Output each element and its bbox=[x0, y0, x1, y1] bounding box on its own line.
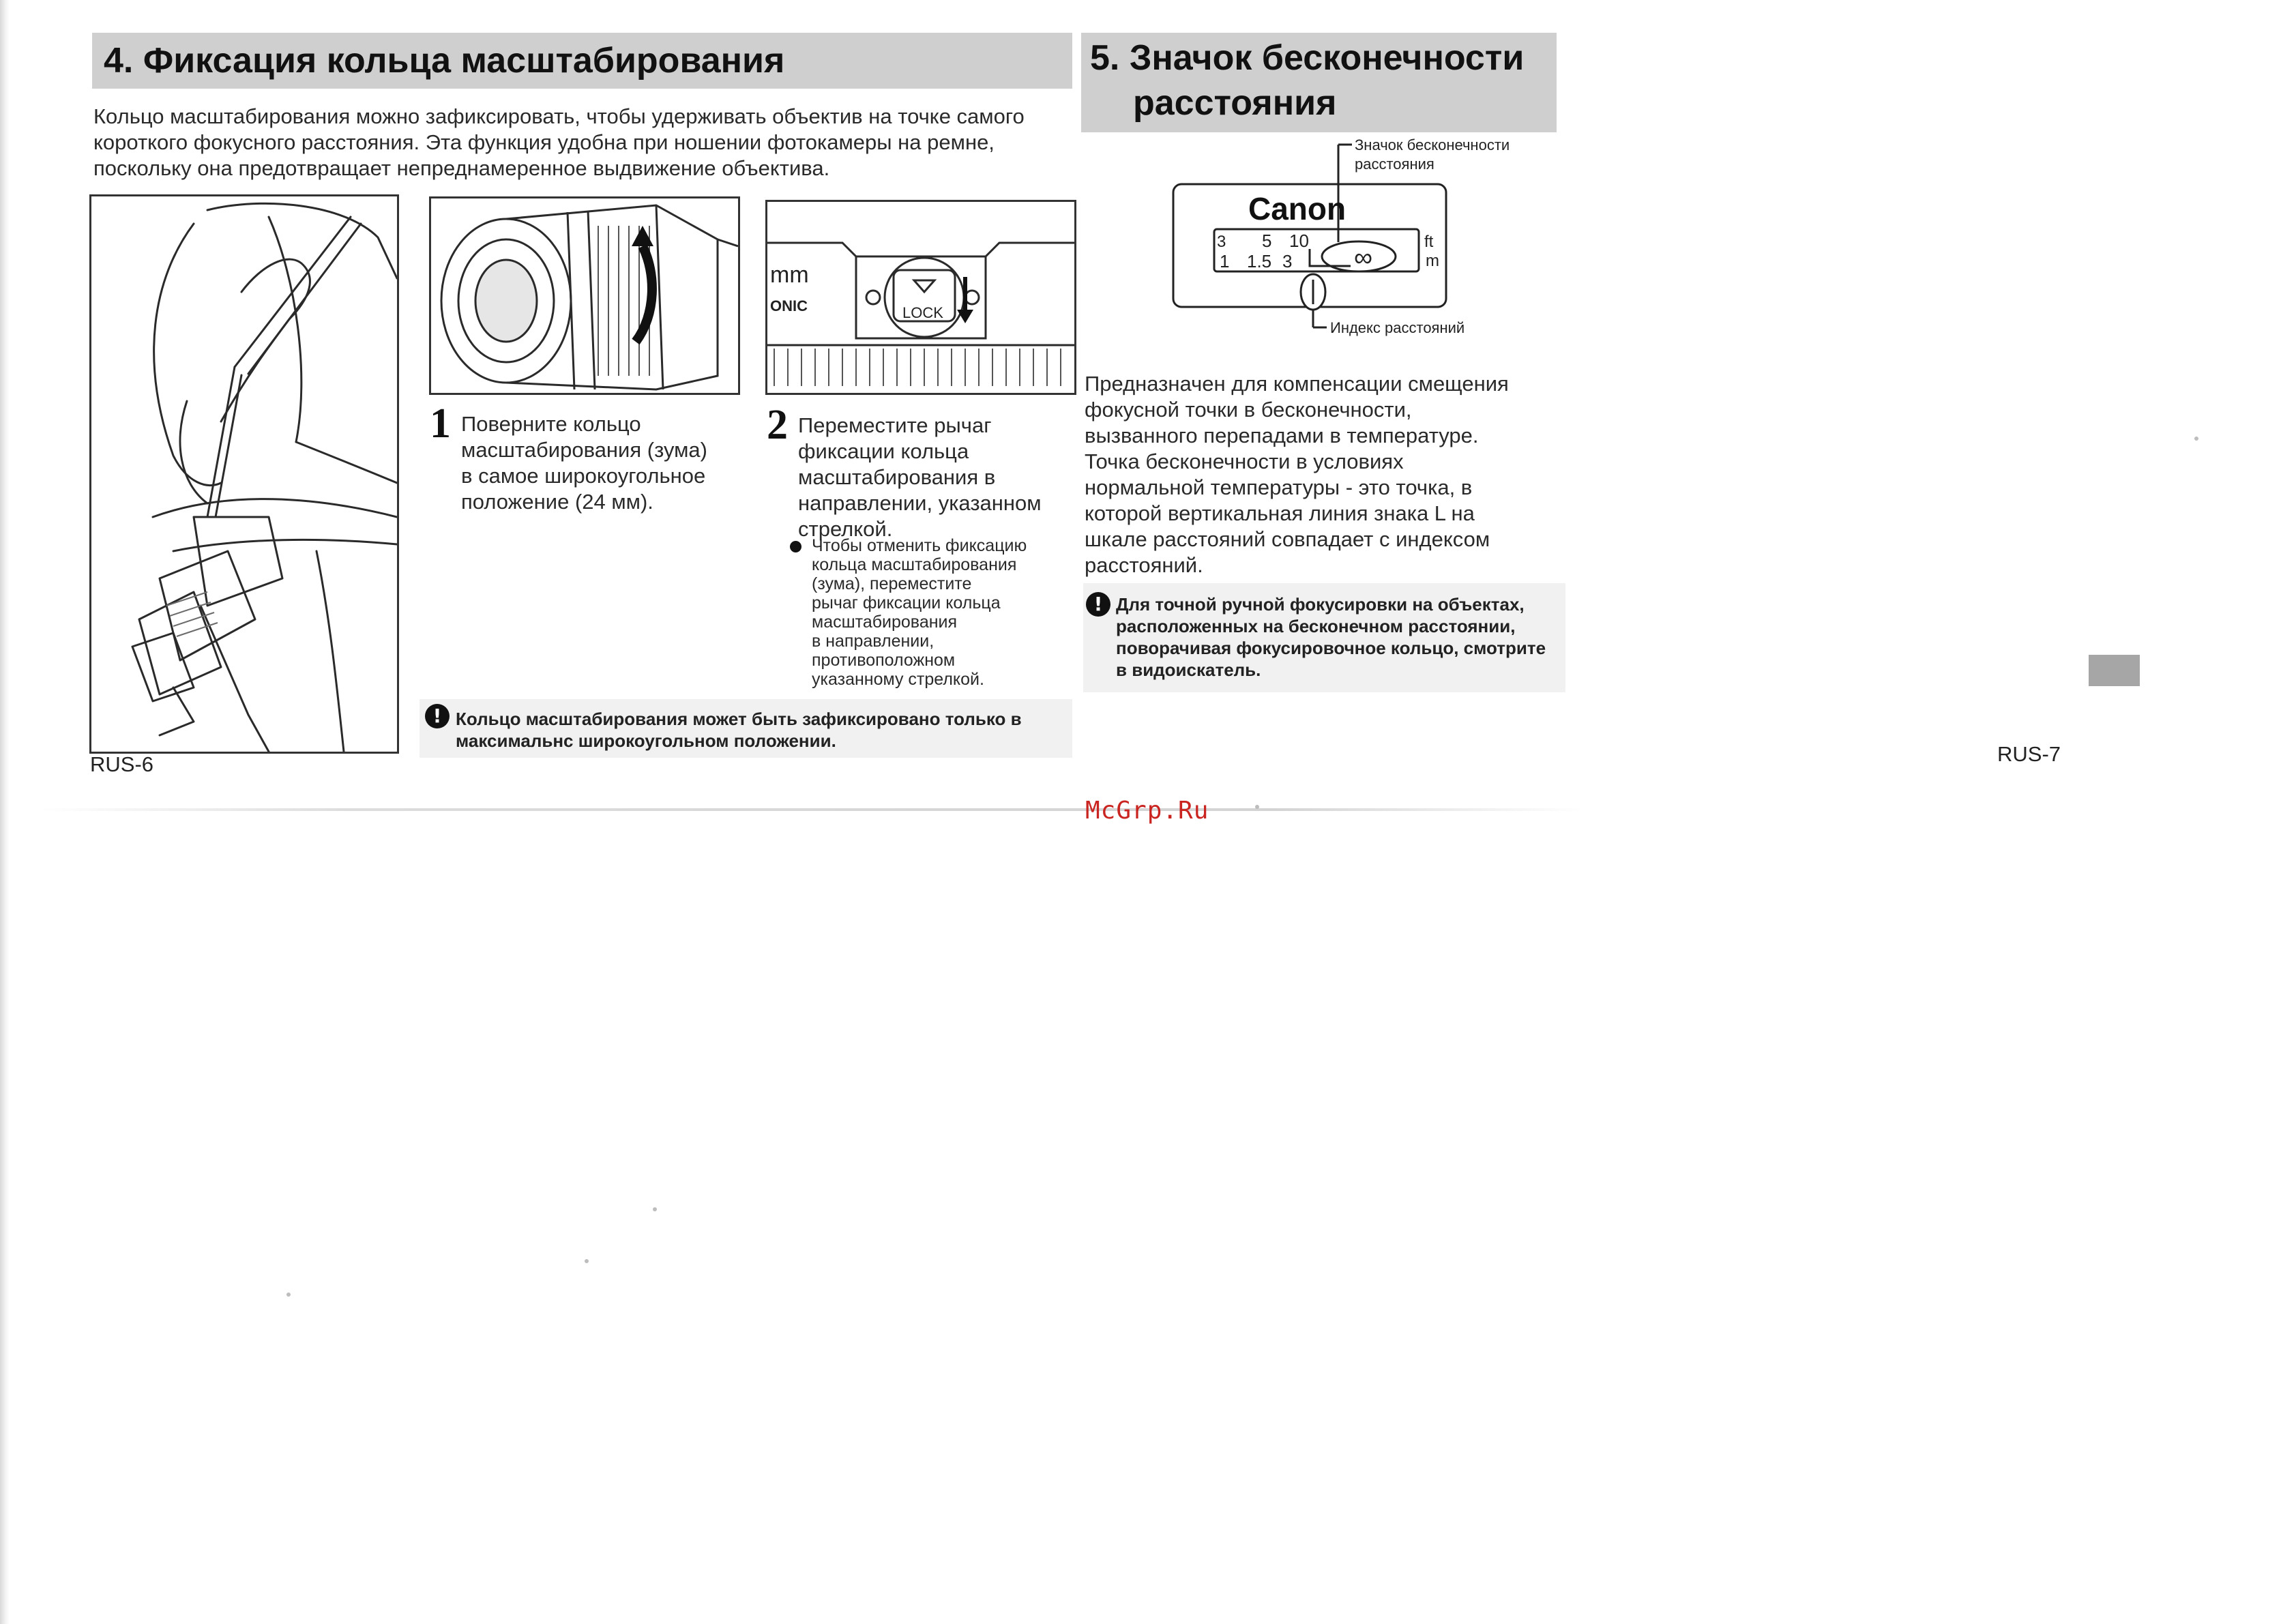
scan-edge bbox=[0, 0, 10, 1624]
bullet-line: кольца масштабирования bbox=[812, 555, 1017, 574]
intro-line: Кольцо масштабирования можно зафиксировать, чтобы удерживать объектив на точке самого bbox=[93, 104, 1025, 128]
scale-m-3: 3 bbox=[1282, 251, 1293, 271]
warning-icon: ! bbox=[1086, 592, 1110, 617]
infinity-label-line: Значок бесконечности bbox=[1355, 136, 1510, 153]
unit-m: m bbox=[1426, 252, 1439, 270]
canon-logo: Canon bbox=[1248, 191, 1346, 226]
step-1-line: в самое широкоугольное bbox=[461, 464, 706, 488]
body-line: шкале расстояний совпадает с индексом bbox=[1085, 527, 1490, 551]
body-line: вызванного перепадами в температуре. bbox=[1085, 424, 1479, 447]
lens-mm-label: mm bbox=[770, 262, 809, 288]
step-2-line: Переместите рычаг bbox=[798, 413, 992, 437]
body-line: которой вертикальная линия знака L на bbox=[1085, 501, 1475, 525]
strap-drawing bbox=[91, 196, 397, 752]
step-1-line: масштабирования (зума) bbox=[461, 438, 707, 462]
section-tab bbox=[2089, 655, 2140, 686]
watermark: McGrp.Ru bbox=[1085, 797, 1209, 825]
warning-icon: ! bbox=[425, 704, 450, 728]
note-line: максимальнс широкоугольном положении. bbox=[456, 730, 836, 751]
scan-speck bbox=[585, 1259, 589, 1263]
note-line: в видоискатель. bbox=[1116, 660, 1261, 680]
section-5-heading bbox=[1090, 35, 1524, 126]
step-2-line: фиксации кольца bbox=[798, 439, 969, 463]
bullet-line: (зума), переместите bbox=[812, 574, 972, 593]
lock-label: LOCK bbox=[902, 304, 943, 321]
section-5-body bbox=[1085, 371, 1509, 578]
step-2-line: направлении, указанном bbox=[798, 491, 1042, 515]
body-line: фокусной точки в бесконечности, bbox=[1085, 398, 1412, 422]
distance-scale-diagram bbox=[1160, 130, 1542, 341]
strap-illustration bbox=[89, 194, 399, 754]
section-4-heading: 4. Фиксация кольца масштабирования bbox=[104, 41, 785, 80]
lens-onic-label: ONIC bbox=[770, 297, 808, 314]
section-4-note-text bbox=[456, 708, 1022, 752]
heading-line: расстояния bbox=[1133, 83, 1337, 123]
section-4-intro bbox=[93, 104, 1025, 181]
body-line: Предназначен для компенсации смещения bbox=[1085, 372, 1509, 396]
arrow-icon bbox=[632, 226, 653, 246]
page-number-left: RUS-6 bbox=[90, 752, 154, 776]
body-line: расстояний. bbox=[1085, 553, 1203, 577]
fold-line bbox=[41, 808, 1583, 811]
scale-m-1-5: 1.5 bbox=[1247, 251, 1272, 271]
note-line: Для точной ручной фокусировки на объектах, bbox=[1116, 594, 1525, 615]
note-line: расположенных на бесконечном расстоянии, bbox=[1116, 616, 1516, 636]
page-number-right: RUS-7 bbox=[1997, 742, 2061, 766]
bullet-line: указанному стрелкой. bbox=[812, 670, 984, 689]
scan-speck bbox=[653, 1207, 657, 1211]
note-line: поворачивая фокусировочное кольцо, смотрите bbox=[1116, 638, 1546, 658]
intro-line: короткого фокусного расстояния. Эта функция удобна при ношении фотокамеры на ремне, bbox=[93, 130, 995, 154]
bullet-line: Чтобы отменить фиксацию bbox=[812, 536, 1027, 555]
step-2-bullet bbox=[812, 536, 1027, 689]
step-2-number: 2 bbox=[767, 402, 788, 448]
scale-m-1: 1 bbox=[1220, 251, 1230, 271]
heading-line: 5. Значок бесконечности bbox=[1090, 38, 1525, 78]
bullet-line: рычаг фиксации кольца bbox=[812, 593, 1001, 612]
step-2-line: масштабирования в bbox=[798, 465, 996, 489]
step-1-line: положение (24 мм). bbox=[461, 490, 653, 514]
infinity-label-line: расстояния bbox=[1355, 156, 1434, 173]
scale-ft-10: 10 bbox=[1289, 231, 1309, 251]
distance-scale-drawing bbox=[1160, 130, 1542, 341]
bullet-line: масштабирования bbox=[812, 612, 958, 632]
bullet-line: в направлении, bbox=[812, 632, 934, 651]
section-5-note-text bbox=[1116, 593, 1546, 681]
bullet-line: противоположном bbox=[812, 651, 956, 670]
scan-speck bbox=[2194, 437, 2198, 441]
zoom-ring-illustration bbox=[429, 196, 740, 395]
lens-drawing bbox=[431, 198, 738, 393]
step-1-text bbox=[461, 411, 707, 515]
body-line: нормальной температуры - это точка, в bbox=[1085, 475, 1473, 499]
lock-lever-illustration bbox=[765, 200, 1076, 395]
distance-index-label: Индекс расстояний bbox=[1330, 319, 1465, 336]
step-1-line: Поверните кольцо bbox=[461, 412, 641, 436]
lock-drawing bbox=[767, 202, 1074, 393]
bullet-icon bbox=[790, 541, 801, 552]
body-line: Точка бесконечности в условиях bbox=[1085, 449, 1404, 473]
scan-speck bbox=[1255, 805, 1259, 809]
step-2-line: стрелкой. bbox=[798, 517, 893, 541]
step-2-text bbox=[798, 413, 1042, 542]
note-line: Кольцо масштабирования может быть зафиксировано только в bbox=[456, 709, 1022, 729]
step-1-number: 1 bbox=[430, 400, 451, 447]
scale-ft-partial: 3 bbox=[1217, 233, 1226, 251]
infinity-icon: ∞ bbox=[1354, 243, 1373, 272]
unit-ft: ft bbox=[1424, 233, 1434, 251]
scan-speck bbox=[286, 1293, 291, 1297]
scale-ft-5: 5 bbox=[1262, 231, 1272, 251]
intro-line: поскольку она предотвращает непреднамеренное выдвижение объектива. bbox=[93, 156, 830, 180]
